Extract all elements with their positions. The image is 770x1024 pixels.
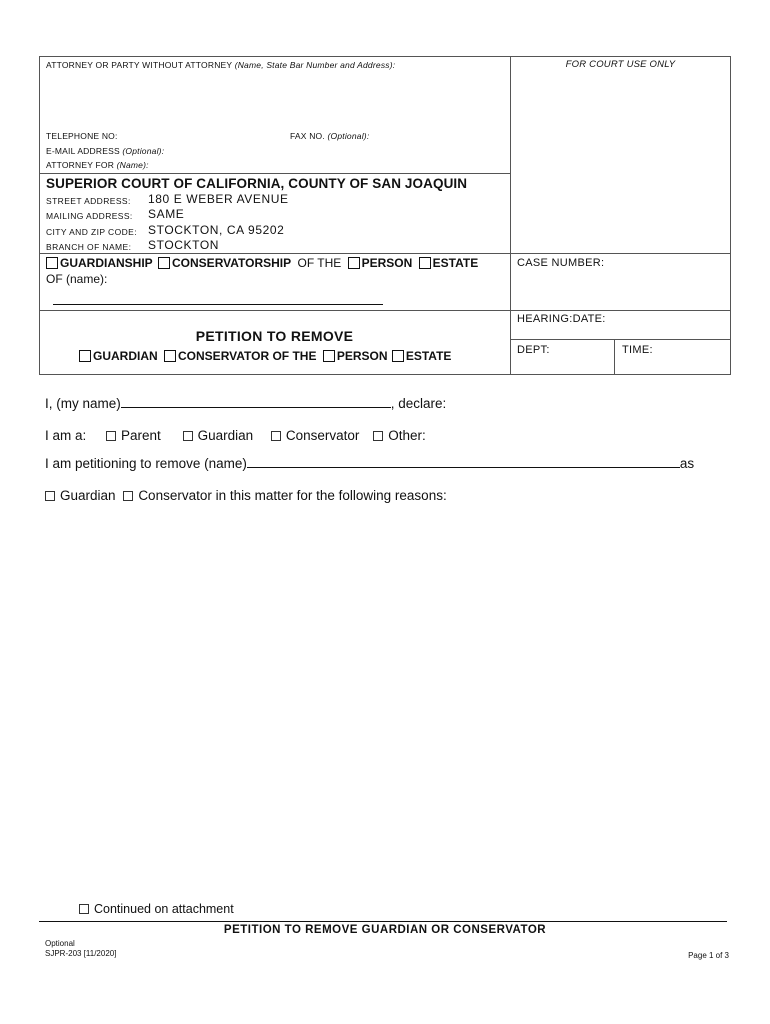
parent-checkbox[interactable] (106, 431, 116, 441)
dept-label: DEPT: (517, 344, 550, 356)
petitioning-row: I am petitioning to remove (name) as (45, 456, 695, 471)
conservatorship-checkbox[interactable] (158, 257, 170, 269)
telephone-field[interactable] (120, 128, 280, 141)
petition-role-row: GUARDIAN CONSERVATOR OF THE PERSON ESTATE (79, 349, 451, 363)
petition-section-top-border (39, 310, 731, 311)
case-person-checkbox[interactable] (348, 257, 360, 269)
my-name-row: I, (my name) , declare: (45, 396, 447, 411)
footer-page-number: Page 1 of 3 (688, 951, 729, 960)
case-estate-checkbox[interactable] (419, 257, 431, 269)
role-guardian-checkbox[interactable] (45, 491, 55, 501)
form-center-divider (510, 56, 511, 374)
court-use-label: FOR COURT USE ONLY (565, 59, 676, 70)
conservator-checkbox[interactable] (271, 431, 281, 441)
branch-name-label: BRANCH OF NAME: (46, 242, 132, 252)
attorney-for-label: ATTORNEY FOR (Name): (46, 160, 149, 170)
case-number-field[interactable] (515, 272, 725, 306)
mailing-address-value: SAME (148, 207, 185, 221)
role-conservator-checkbox[interactable] (123, 491, 133, 501)
city-zip-value: STOCKTON, CA 95202 (148, 223, 285, 237)
footer-form-id: SJPR-203 [11/2020] (45, 949, 117, 958)
petition-guardian-checkbox[interactable] (79, 350, 91, 362)
court-title: SUPERIOR COURT OF CALIFORNIA, COUNTY OF SAN JOAQUIN (46, 176, 468, 191)
email-field[interactable] (170, 143, 500, 156)
continued-row: Continued on attachment (79, 902, 234, 916)
footer-optional: Optional (45, 939, 75, 948)
form-top-border (39, 56, 731, 57)
reasons-textarea[interactable] (45, 512, 725, 892)
form-bottom-border (39, 374, 731, 375)
court-section-top-border (39, 173, 510, 174)
of-name-label: OF (name): (46, 272, 108, 286)
of-name-input-line[interactable] (53, 304, 383, 305)
form-right-border (730, 56, 731, 374)
role-reasons-row: Guardian Conservator in this matter for the following reasons: (45, 488, 447, 503)
petition-person-checkbox[interactable] (323, 350, 335, 362)
remove-name-input-line[interactable] (247, 456, 680, 468)
other-checkbox[interactable] (373, 431, 383, 441)
street-address-value: 180 E WEBER AVENUE (148, 192, 289, 206)
case-section-top-border (39, 253, 731, 254)
hearing-date-label: HEARING:DATE: (517, 313, 606, 325)
footer-rule (39, 921, 727, 922)
guardian-checkbox[interactable] (183, 431, 193, 441)
fax-label: FAX NO. (Optional): (290, 131, 370, 141)
i-am-a-row: I am a: Parent Guardian Conservator Other: (45, 428, 426, 443)
fax-field[interactable] (372, 128, 502, 141)
dept-section-top-border (510, 339, 731, 340)
attorney-label: ATTORNEY OR PARTY WITHOUT ATTORNEY (Name, State Bar Number and Address): (46, 60, 396, 70)
form-left-border (39, 56, 40, 374)
telephone-label: TELEPHONE NO: (46, 131, 118, 141)
dept-time-divider (614, 339, 615, 374)
attorney-name-field[interactable] (46, 74, 504, 126)
my-name-input-line[interactable] (121, 396, 391, 408)
attorney-for-field[interactable] (152, 157, 502, 170)
continued-checkbox[interactable] (79, 904, 89, 914)
petition-title: PETITION TO REMOVE (195, 328, 354, 344)
guardianship-checkbox[interactable] (46, 257, 58, 269)
petition-conservator-checkbox[interactable] (164, 350, 176, 362)
mailing-address-label: MAILING ADDRESS: (46, 211, 133, 221)
case-number-label: CASE NUMBER: (517, 257, 605, 269)
time-label: TIME: (622, 344, 653, 356)
city-zip-label: CITY AND ZIP CODE: (46, 227, 137, 237)
branch-name-value: STOCKTON (148, 238, 220, 252)
footer-title: PETITION TO REMOVE GUARDIAN OR CONSERVATOR (223, 924, 547, 936)
street-address-label: STREET ADDRESS: (46, 196, 131, 206)
case-type-row: GUARDIANSHIP CONSERVATORSHIP OF THE PERSON ESTATE (46, 256, 478, 270)
petition-estate-checkbox[interactable] (392, 350, 404, 362)
email-label: E-MAIL ADDRESS (Optional): (46, 146, 165, 156)
